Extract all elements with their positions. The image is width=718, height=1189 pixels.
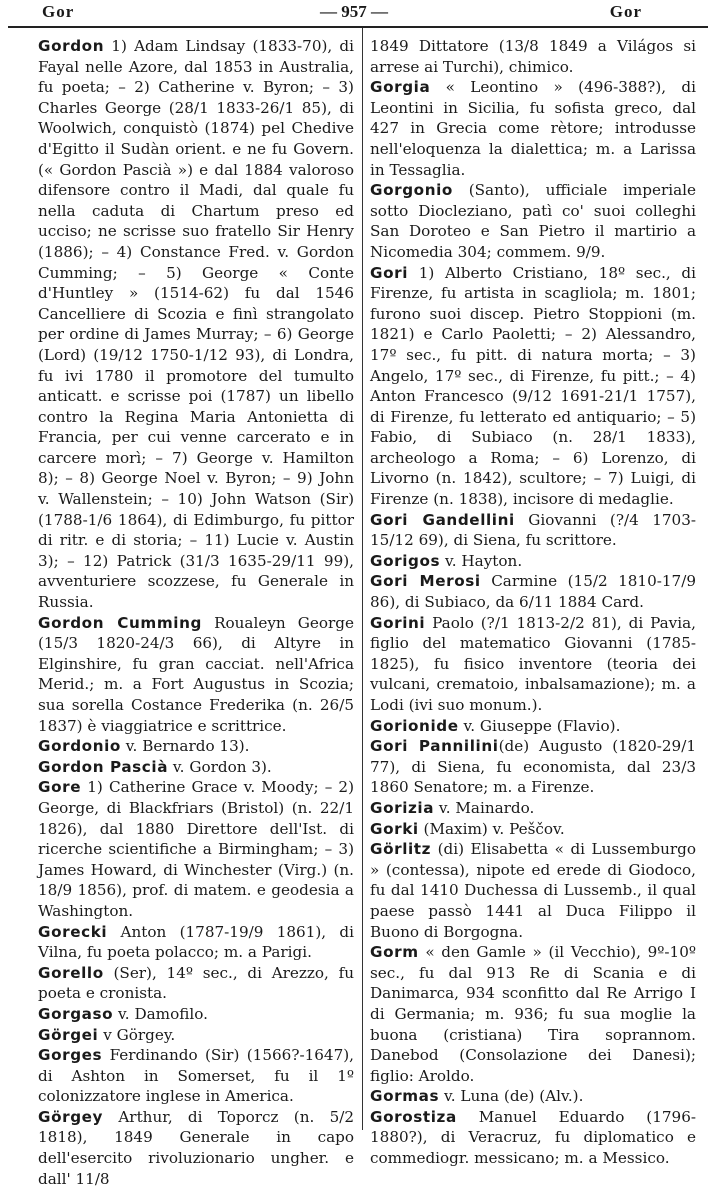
entry-head: Gore bbox=[38, 778, 82, 797]
column-divider bbox=[362, 28, 363, 1130]
left-column bbox=[38, 36, 354, 1189]
entry-head: Gorges bbox=[38, 1046, 103, 1065]
entry-text: v. Gordon 3). bbox=[172, 757, 272, 776]
entry-head: Gordon bbox=[38, 37, 105, 55]
dictionary-entry bbox=[370, 1086, 696, 1107]
dictionary-entry bbox=[38, 757, 354, 778]
header-rule bbox=[8, 26, 708, 28]
dictionary-entry bbox=[38, 736, 354, 757]
entry-head: Gorgonio bbox=[370, 181, 453, 200]
entry-head: Gorki bbox=[370, 819, 419, 838]
dictionary-entry bbox=[370, 263, 696, 510]
entry-head: Gorionide bbox=[370, 716, 459, 735]
entry-text: v. Giuseppe (Flavio). bbox=[463, 716, 621, 735]
entry-text: (Santo), ufficiale imperiale sotto Diocleziano, patì co' suoi colleghi San Doroteo e San Pietro il martirio a Nicomedia 304; commem. 9/9. bbox=[370, 181, 696, 261]
entry-head: Gordon Cumming bbox=[38, 613, 202, 632]
entry-text: « Leontino » (496-388?), di Leontini in Sicilia, fu sofista greco, dal 427 in Grecia come rètore; introdusse nell'eloquenza la dialettica; m. a Larissa in Tessaglia. bbox=[370, 78, 696, 179]
header-right-word: Gor bbox=[609, 2, 642, 21]
dictionary-entry bbox=[38, 1025, 354, 1046]
entry-text: (de) Augusto (1820-29/1 77), di Siena, fu economista, dal 23/3 1860 Senatore; m. a Firenze. bbox=[370, 737, 697, 797]
entry-head: Gorgia bbox=[370, 78, 431, 97]
dictionary-entry bbox=[370, 571, 696, 612]
entry-text: Giovanni (?/4 1703-15/12 69), di Siena, fu scrittore. bbox=[370, 510, 697, 550]
dictionary-entry bbox=[38, 963, 354, 1004]
entry-text: v. Bernardo 13). bbox=[125, 737, 250, 756]
dictionary-entry bbox=[38, 1045, 354, 1107]
entry-text: Carmine (15/2 1810-17/9 86), di Subiaco, da 6/11 1884 Card. bbox=[370, 572, 696, 612]
entry-text: 1) Alberto Cristiano, 18º sec., di Firenze, fu artista in scagliola; m. 1801; furono suoi discep. Pietro Stoppioni (m. 1821) e Carlo Paoletti; – 2) Alessandro, 17º sec., fu pitt. di natura morta; – 3) Angelo, 17º sec., di Firenze, fu pitt.; – 4) Anton Francesco (9/12 1691-21/1 1757), di Firenze, fu letterato ed antiquario; – 5) Fabio, di Subiaco (n. 28/1 1833), archeologo a Roma; – 6) Lorenzo, di Livorno (n. 1842), scultore; – 7) Luigi, di Firenze (n. 1838), incisore di medaglie. bbox=[370, 263, 697, 509]
entry-text: Arthur, di Toporcz (n. 5/2 1818), 1849 Generale in capo dell'esercito rivoluzionario ungher. e dall' 11/8 bbox=[38, 1107, 355, 1188]
dictionary-entry bbox=[38, 613, 354, 737]
entry-head: Gorm bbox=[370, 943, 419, 962]
entry-text: Roualeyn George (15/3 1820-24/3 66), di Altyre in Elginshire, fu gran cacciat. nell'Africa Merid.; m. a Fort Augustus in Scozia; sua sorella Costance Frederika (n. 26/5 1837) è viaggiatrice e scrittrice. bbox=[38, 613, 355, 735]
entry-head: Gordon Pascià bbox=[38, 757, 169, 776]
entry-text: Manuel Eduardo (1796-1880?), di Veracruz, fu diplomatico e commediogr. messicano; m. a Messico. bbox=[370, 1107, 696, 1168]
entry-text: (Maxim) v. Peščov. bbox=[423, 819, 565, 838]
page-number: — 957 — bbox=[320, 2, 388, 21]
entry-text: (di) Elisabetta « di Lussemburgo » (contessa), nipote ed erede di Giodoco, fu dal 1410 Duchessa di Lussemb., il qual paese passò 1441 al Duca Filippo il Buono di Borgogna. bbox=[370, 840, 696, 941]
entry-head: Gorigos bbox=[370, 551, 441, 570]
entry-text: 1) Adam Lindsay (1833-70), di Fayal nelle Azore, dal 1853 in Australia, fu poeta; – 2) Catherine v. Byron; – 3) Charles George (28/1 1833-26/1 85), di Woolwich, conquistò (1874) pel Chedive d'Egitto il Sudàn orient. e ne fu Govern. (« Gordon Pascià ») e dal 1884 valoroso difensore contro il Madi, dal quale fu nella caduta di Chartum preso ed ucciso; ne scrisse suo fratello Sir Henry (1886); – 4) Constance Fred. v. Gordon Cumming; – 5) George « Conte d'Huntley » (1514-62) fu dal 1546 Cancelliere di Scozia e finì strangolato per ordine di James Murray; – 6) George (Lord) (19/12 1750-1/12 93), di Londra, fu ivi 1780 il promotore del tumulto anticatt. e scrisse poi (1787) un libello contro la Regina Maria Antonietta di Francia, per cui venne carcerato e in carcere morì; – 7) George v. Hamilton 8); – 8) George Noel v. Byron; – 9) John v. Wallenstein; – 10) John Watson (Sir) (1788-1/6 1864), di Edimburgo, fu pittor di ritr. e di storia; – 11) Lucie v. Austin 3); – 12) Patrick (31/3 1635-29/11 99), avventuriere scozzese, fu Generale in Russia. bbox=[38, 37, 354, 612]
entry-text: v. Mainardo. bbox=[438, 798, 535, 817]
page-header bbox=[8, 2, 708, 24]
dictionary-entry-continued bbox=[370, 36, 696, 77]
dictionary-entry bbox=[370, 510, 696, 551]
entry-head: Gorecki bbox=[38, 922, 108, 941]
dictionary-entry bbox=[370, 716, 696, 737]
dictionary-entry bbox=[370, 1107, 696, 1169]
dictionary-entry bbox=[370, 180, 696, 262]
header-left-word: Gor bbox=[42, 2, 75, 21]
entry-head: Gorini bbox=[370, 613, 426, 632]
entry-head: Gormas bbox=[370, 1087, 440, 1106]
dictionary-entry bbox=[370, 942, 696, 1086]
right-column bbox=[370, 36, 696, 1169]
entry-head: Gori Pannilini bbox=[370, 737, 499, 756]
entry-head: Gorello bbox=[38, 963, 104, 982]
entry-text: v. Damofilo. bbox=[118, 1004, 208, 1023]
dictionary-entry bbox=[370, 77, 696, 180]
entry-head: Gorizia bbox=[370, 798, 435, 817]
dictionary-entry bbox=[38, 36, 354, 613]
dictionary-entry bbox=[38, 777, 354, 921]
entry-head: Gorgaso bbox=[38, 1004, 114, 1023]
entry-text: v. Luna (de) (Alv.). bbox=[443, 1087, 584, 1106]
dictionary-entry bbox=[38, 1107, 354, 1189]
entry-head: Gorostiza bbox=[370, 1107, 457, 1126]
entry-text: 1849 Dittatore (13/8 1849 a Világos si arrese ai Turchi), chimico. bbox=[370, 37, 696, 76]
entry-text: « den Gamle » (il Vecchio), 9º-10º sec., fu dal 913 Re di Scania e di Danimarca, 934 sconfitto dal Re Arrigo I di Germania; m. 936; fu sua moglie la buona (cristiana) Tira soprannom. Danebod (Consolazione dei Danesi); figlio: Aroldo. bbox=[370, 943, 697, 1085]
entry-head: Görgey bbox=[38, 1107, 104, 1126]
dictionary-entry bbox=[370, 798, 696, 819]
dictionary-entry bbox=[38, 922, 354, 963]
dictionary-entry bbox=[370, 551, 696, 572]
entry-head: Görgei bbox=[38, 1025, 99, 1044]
entry-text: Anton (1787-19/9 1861), di Vilna, fu poeta polacco; m. a Parigi. bbox=[38, 922, 355, 962]
entry-text: 1) Catherine Grace v. Moody; – 2) George, di Blackfriars (Bristol) (n. 22/1 1826), dal 1880 Direttore dell'Ist. di ricerche scientifiche a Birmingham; – 3) James Howard, di Winchester (Virg.) (n. 18/9 1856), prof. di matem. e geodesia a Washington. bbox=[38, 778, 355, 920]
entry-text: Paolo (?/1 1813-2/2 81), di Pavia, figlio del matematico Giovanni (1785-1825), fu fisico inventore (teoria dei vulcani, crematoio, inbalsamazione); m. a Lodi (ivi suo monum.). bbox=[370, 613, 697, 714]
entry-text: v Görgey. bbox=[103, 1025, 176, 1044]
entry-text: (Ser), 14º sec., di Arezzo, fu poeta e cronista. bbox=[38, 963, 355, 1003]
dictionary-entry bbox=[370, 819, 696, 840]
entry-head: Gordonio bbox=[38, 737, 121, 756]
entry-text: Ferdinando (Sir) (1566?-1647), di Ashton in Somerset, fu il 1º colonizzatore inglese in America. bbox=[38, 1046, 354, 1106]
entry-head: Görlitz bbox=[370, 840, 432, 859]
dictionary-entry bbox=[370, 736, 696, 798]
entry-head: Gori bbox=[370, 263, 408, 282]
entry-head: Gori Merosi bbox=[370, 572, 481, 591]
dictionary-entry bbox=[38, 1004, 354, 1025]
dictionary-entry bbox=[370, 613, 696, 716]
entry-text: v. Hayton. bbox=[444, 551, 523, 570]
entry-head: Gori Gandellini bbox=[370, 510, 515, 529]
dictionary-entry bbox=[370, 839, 696, 942]
